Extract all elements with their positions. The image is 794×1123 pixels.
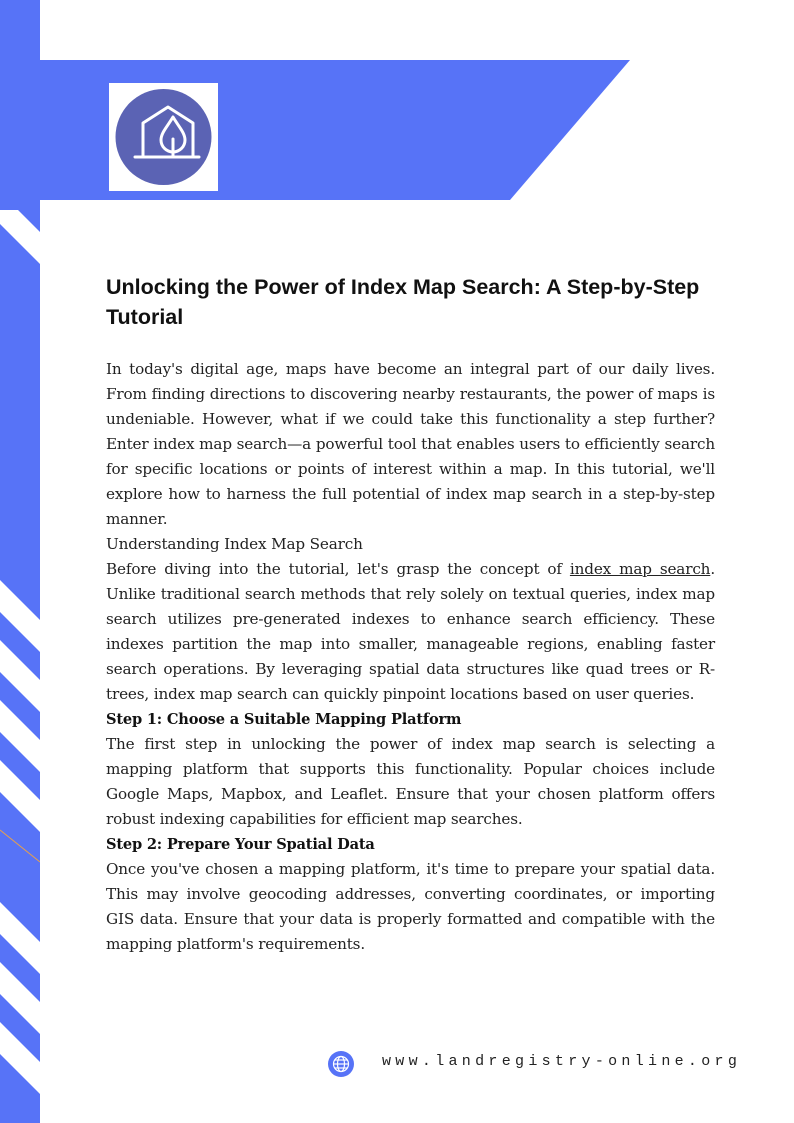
logo [109, 83, 218, 191]
section-text-before-link: Before diving into the tutorial, let's grasp the concept of [106, 560, 570, 578]
house-drop-icon [113, 87, 214, 187]
globe-icon [328, 1051, 354, 1077]
website-url[interactable]: www.landregistry-online.org [382, 1053, 742, 1070]
section-heading-understanding: Understanding Index Map Search [106, 535, 363, 553]
step2-paragraph: Once you've chosen a mapping platform, it's time to prepare your spatial data. This may involve geocoding addresses, converting coordinates, or importing GIS data. Ensure that your data is properly formatted and compatible with the mapping platform's requirements. [106, 860, 715, 953]
index-map-search-link[interactable]: index map search [569, 560, 711, 578]
article-title: Unlocking the Power of Index Map Search: A Step-by-Step Tutorial [106, 275, 700, 329]
step1-heading: Step 1: Choose a Suitable Mapping Platform [106, 711, 462, 728]
intro-paragraph: In today's digital age, maps have become an integral part of our daily lives. From finding directions to discovering nearby restaurants, the power of maps is undeniable. However, what if we could take this functionality a step further? Enter index map search—a powerful tool that enables users to efficiently search for specific locations or points of interest within a map. In this tutorial, we'll explore how to harness the full potential of index map search in a step-by-step manner. [106, 360, 715, 528]
step2-heading: Step 2: Prepare Your Spatial Data [106, 836, 375, 853]
section-paragraph-understanding [106, 557, 715, 707]
article [106, 272, 715, 957]
step1-paragraph: The first step in unlocking the power of index map search is selecting a mapping platform that supports this functionality. Popular choices include Google Maps, Mapbox, and Leaflet. Ensure that your chosen platform offers robust indexing capabilities for efficient map searches. [106, 735, 715, 828]
section-text-after-link: . Unlike traditional search methods that rely solely on textual queries, index map search utilizes pre-generated indexes to enhance search efficiency. These indexes partition the map into smaller, manageable regions, enabling faster search operations. By leveraging spatial data structures like quad trees or R-trees, index map search can quickly pinpoint locations based on user queries. [106, 560, 715, 703]
